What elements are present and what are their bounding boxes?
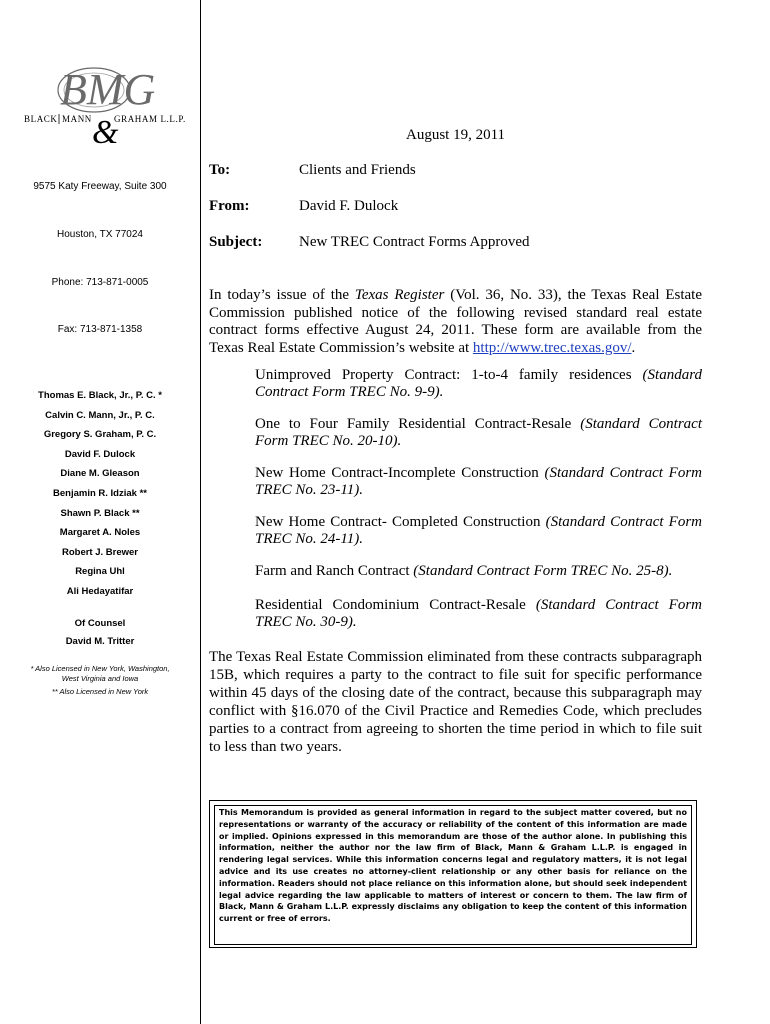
license-note-1 <box>0 664 200 684</box>
subject-value: New TREC Contract Forms Approved <box>299 234 530 250</box>
form-number: (Standard Contract Form TREC No. 25-8). <box>413 563 673 579</box>
form-title: Residential Condominium Contract-Resale <box>255 597 536 613</box>
attorney-name: Robert J. Brewer <box>61 546 139 558</box>
intro-end: . <box>631 339 636 356</box>
form-item <box>255 367 702 401</box>
disclaimer-text: This Memorandum is provided as general information in regard to the subject matter covered, but no representations or warranty of the accuracy or reliability of the content of this information are made or implied. Opinions expressed in this memorandum are those of the author alone. In publishing this information, neither the author nor the law firm of Black, Mann & Graham L.L.P. is engaged in rendering legal services. While this information concerns legal and regulatory matters, it is not legal advice and its use creates no attorney-client relationship or any other basis for reliance on the information. Readers should not place reliance on this information alone, but should seek independent legal advice regarding the law applicable to matters of interest or concern to them. The law firm of Black, Mann & Graham L.L.P. expressly disclaims any obligation to keep the content of this information current or free of errors. <box>214 805 692 945</box>
attorney-name: Diane M. Gleason <box>60 468 140 480</box>
license-note-2: ** Also Licensed in New York <box>51 687 149 696</box>
logo-name-left: BLACK <box>24 114 58 124</box>
logo-name-right: GRAHAM L.L.P. <box>114 114 186 124</box>
from-label: From: <box>209 198 250 214</box>
attorney-name: Gregory S. Graham, P. C. <box>43 429 157 441</box>
form-number: (Standard Contract Form TREC No. 24-11). <box>255 514 702 547</box>
intro-text-1: In today’s issue of the <box>209 287 355 303</box>
attorney-name: Benjamin R. Idziak ** <box>53 487 147 499</box>
form-item <box>255 563 702 580</box>
to-value: Clients and Friends <box>299 162 416 178</box>
disclaimer-box <box>209 800 697 948</box>
intro-paragraph <box>209 287 702 357</box>
firm-logo <box>22 60 212 160</box>
license-note-1-line2: West Virginia and Iowa <box>61 674 139 683</box>
memo-date: August 19, 2011 <box>406 127 506 143</box>
closing-paragraph: The Texas Real Estate Commission eliminated from these contracts subparagraph 15B, which requires a party to the contract to file suit for specific performance within 45 days of the closing date of the contract, because this subparagraph may conflict with §16.070 of the Civil Practice and Remedies Code, which precludes parties to a contract from agreeing to shorten the time period in which to file suit to less than two years. <box>209 649 702 755</box>
texas-register-title: Texas Register <box>354 287 445 303</box>
of-counsel-label: Of Counsel <box>74 618 126 629</box>
logo-monogram: BMG <box>60 65 156 114</box>
from-value: David F. Dulock <box>299 198 399 214</box>
form-title: New Home Contract- Completed Construction <box>255 514 546 530</box>
attorney-list <box>0 386 200 602</box>
attorney-name: Margaret A. Noles <box>59 527 141 539</box>
attorney-name: Calvin C. Mann, Jr., P. C. <box>45 409 155 421</box>
of-counsel-name: David M. Tritter <box>65 635 135 647</box>
intro-text-2: (Vol. 36, No. 33), the Texas Real Estate Commission published notice of the following revised standard real estate contract forms effective August 24, 2011. These form are available from the Texas Real Estate Commission’s website at <box>209 287 702 356</box>
form-title: Farm and Ranch Contract <box>255 563 414 579</box>
trec-website-link[interactable]: http://www.trec.texas.gov/ <box>472 339 632 356</box>
form-title: One to Four Family Residential Contract-Resale <box>255 416 581 432</box>
form-number: (Standard Contract Form TREC No. 20-10). <box>255 416 702 449</box>
form-item <box>255 465 702 499</box>
form-title: Unimproved Property Contract: 1-to-4 family residences <box>255 367 643 383</box>
form-number: (Standard Contract Form TREC No. 23-11). <box>255 465 702 498</box>
logo-ampersand: & <box>92 114 119 151</box>
logo-name-mid: MANN <box>62 114 92 124</box>
form-number: (Standard Contract Form TREC No. 30-9). <box>255 597 702 630</box>
address-line2: Houston, TX 77024 <box>57 229 143 240</box>
of-counsel <box>0 614 200 649</box>
attorney-name: Ali Hedayatifar <box>66 585 134 597</box>
attorney-name: David F. Dulock <box>64 448 136 460</box>
fax: Fax: 713-871-1358 <box>57 324 143 335</box>
to-label: To: <box>209 162 231 178</box>
attorney-name: Regina Uhl <box>75 566 125 578</box>
memo-from <box>209 198 398 215</box>
form-item <box>255 597 702 631</box>
subject-label: Subject: <box>209 234 263 250</box>
form-number: (Standard Contract Form TREC No. 9-9). <box>255 367 702 400</box>
form-item <box>255 514 702 548</box>
form-item <box>255 416 702 450</box>
attorney-name: Thomas E. Black, Jr., P. C. * <box>38 390 162 401</box>
license-note-1-line1: * Also Licensed in New York, Washington, <box>30 664 170 673</box>
form-title: New Home Contract-Incomplete Construction <box>255 465 545 481</box>
memo-to <box>209 162 416 179</box>
address-line1: 9575 Katy Freeway, Suite 300 <box>33 181 167 192</box>
phone: Phone: 713-871-0005 <box>51 277 149 288</box>
attorney-name: Shawn P. Black ** <box>60 507 140 519</box>
memo-subject <box>209 234 530 251</box>
